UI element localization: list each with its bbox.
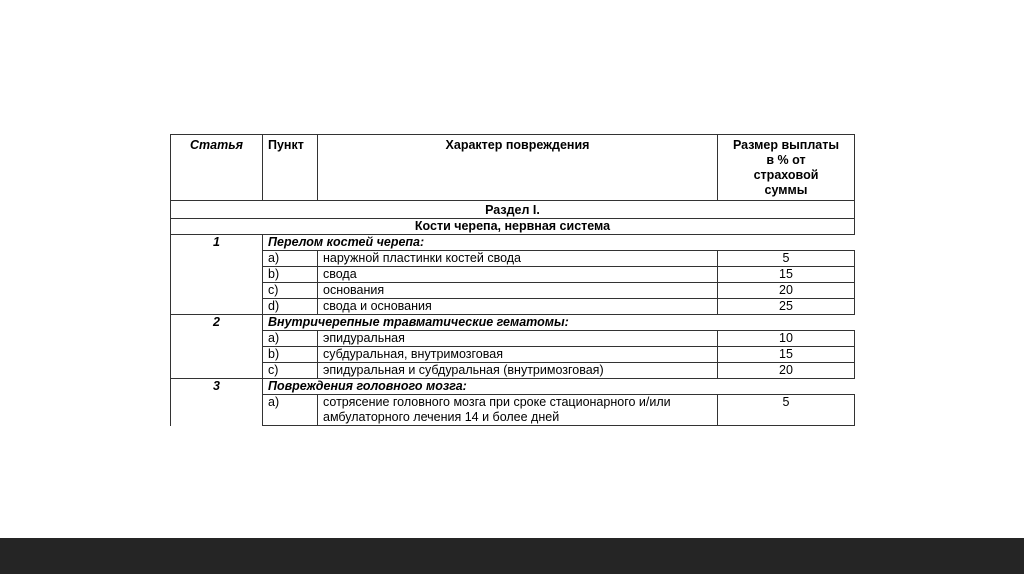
payment-pct: 10: [718, 331, 855, 347]
injury-desc: основания: [318, 283, 718, 299]
article-row: [171, 315, 855, 331]
section-title: Раздел I.: [171, 203, 855, 219]
injury-desc: свода: [318, 267, 718, 283]
injury-desc: эпидуральная и субдуральная (внутримозговая): [318, 363, 718, 379]
payment-pct: 15: [718, 267, 855, 283]
injury-desc: свода и основания: [318, 299, 718, 315]
table-row: [171, 363, 855, 379]
item-label: a): [263, 395, 318, 426]
item-label: a): [263, 331, 318, 347]
payment-pct: 25: [718, 299, 855, 315]
header-item: Пункт: [263, 135, 318, 201]
bottom-bar: [0, 538, 1024, 574]
payment-pct: 5: [718, 251, 855, 267]
article-row: [171, 379, 855, 395]
header-injury: Характер повреждения: [318, 135, 718, 201]
article-number: 3: [171, 379, 263, 426]
injury-desc-line: сотрясение головного мозга при сроке стационарного и/или: [323, 395, 671, 409]
table-row: [171, 395, 855, 426]
table-row: [171, 267, 855, 283]
item-label: c): [263, 283, 318, 299]
header-payment-line: в % от: [766, 153, 806, 167]
table-row: [171, 251, 855, 267]
header-payment-line: страховой: [753, 168, 819, 182]
section-title-row: [171, 203, 855, 219]
payment-table: [170, 134, 855, 426]
article-title: Перелом костей черепа:: [263, 235, 855, 251]
article-number: 1: [171, 235, 263, 315]
injury-desc: [318, 395, 718, 426]
injury-desc: субдуральная, внутримозговая: [318, 347, 718, 363]
item-label: b): [263, 267, 318, 283]
table-header-row: [171, 135, 855, 201]
payment-pct: 15: [718, 347, 855, 363]
item-label: b): [263, 347, 318, 363]
section-subtitle-row: [171, 219, 855, 235]
payment-pct: 5: [718, 395, 855, 426]
item-label: a): [263, 251, 318, 267]
item-label: d): [263, 299, 318, 315]
header-payment: [718, 135, 855, 201]
item-label: c): [263, 363, 318, 379]
injury-desc-line: амбулаторного лечения 14 и более дней: [323, 410, 560, 424]
header-payment-line: Размер выплаты: [732, 138, 840, 152]
table-row: [171, 347, 855, 363]
payment-pct: 20: [718, 283, 855, 299]
table-row: [171, 331, 855, 347]
payment-pct: 20: [718, 363, 855, 379]
article-row: [171, 235, 855, 251]
article-title: Внутричерепные травматические гематомы:: [263, 315, 855, 331]
table-row: [171, 299, 855, 315]
article-title: Повреждения головного мозга:: [263, 379, 855, 395]
injury-desc: эпидуральная: [318, 331, 718, 347]
table-row: [171, 283, 855, 299]
header-article: Статья: [171, 135, 263, 201]
header-payment-line: суммы: [764, 183, 808, 197]
injury-desc: наружной пластинки костей свода: [318, 251, 718, 267]
section-subtitle: Кости черепа, нервная система: [171, 219, 855, 235]
article-number: 2: [171, 315, 263, 379]
